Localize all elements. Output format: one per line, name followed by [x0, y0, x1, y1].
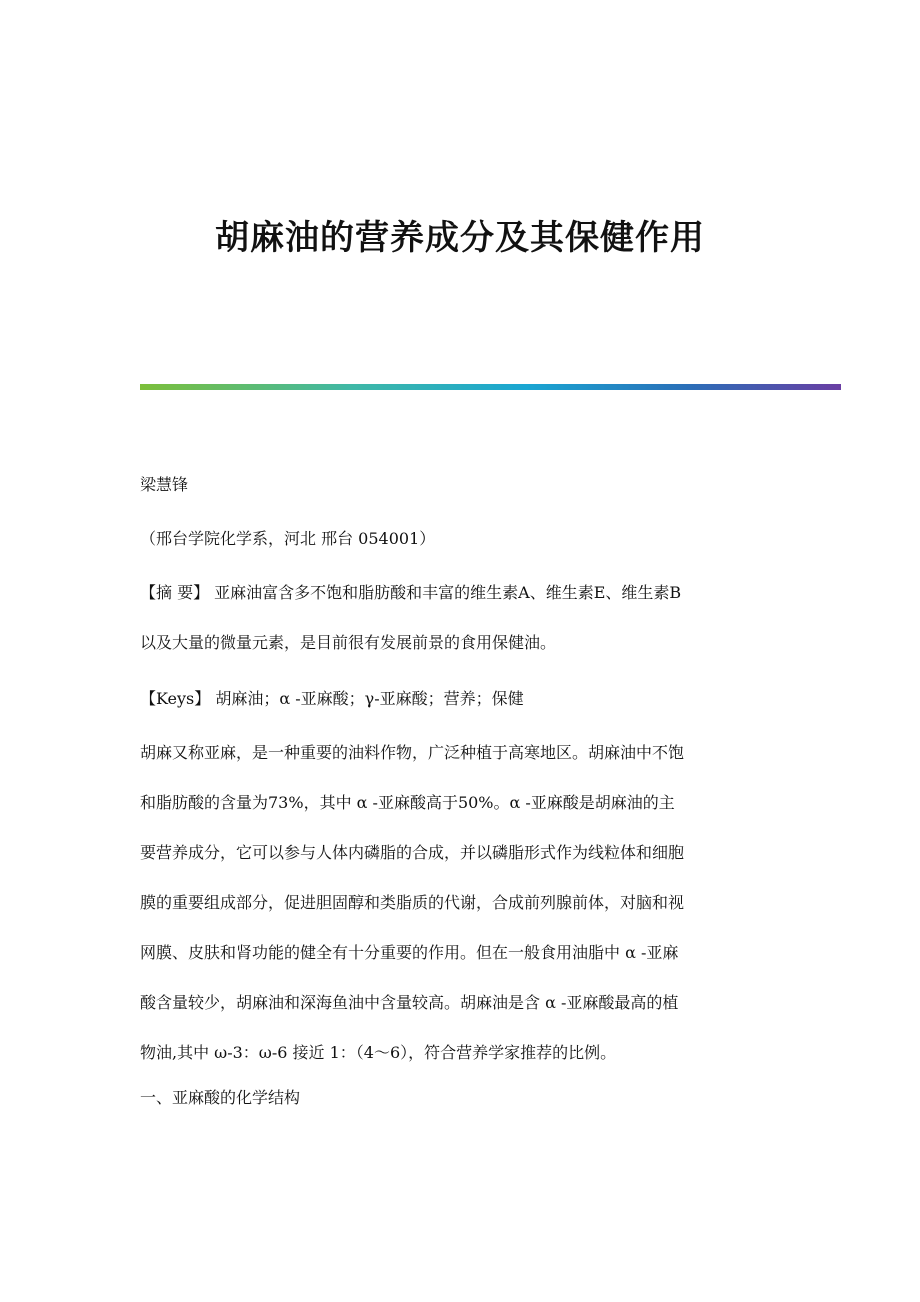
document-title: 胡麻油的营养成分及其保健作用 [215, 218, 705, 258]
author-name: 梁慧锋 [140, 475, 189, 494]
section-heading: 一、亚麻酸的化学结构 [140, 1088, 301, 1107]
body-line: 酸含量较少，胡麻油和深海鱼油中含量较高。胡麻油是含 α -亚麻酸最高的植 [140, 993, 679, 1012]
abstract-line: 以及大量的微量元素，是目前很有发展前景的食用保健油。 [140, 633, 557, 652]
body-line: 要营养成分，它可以参与人体内磷脂的合成，并以磷脂形式作为线粒体和细胞 [140, 843, 685, 862]
body-line: 物油,其中 ω-3：ω-6 接近 1：（4～6），符合营养学家推荐的比例。 [140, 1043, 617, 1062]
body-line: 膜的重要组成部分，促进胆固醇和类脂质的代谢，合成前列腺前体，对脑和视 [140, 893, 685, 912]
body-line: 胡麻又称亚麻，是一种重要的油料作物，广泛种植于高寒地区。胡麻油中不饱 [140, 743, 685, 762]
body-paragraph [140, 741, 780, 1091]
body-line: 和脂肪酸的含量为73%，其中 α -亚麻酸高于50%。α -亚麻酸是胡麻油的主 [140, 793, 675, 812]
keywords: 【Keys】 胡麻油；α -亚麻酸；γ-亚麻酸；营养；保健 [140, 689, 524, 708]
body-line: 网膜、皮肤和肾功能的健全有十分重要的作用。但在一般食用油脂中 α -亚麻 [140, 943, 679, 962]
abstract-line: 【摘 要】 亚麻油富含多不饱和脂肪酸和丰富的维生素A、维生素E、维生素B [140, 583, 682, 602]
abstract [140, 581, 780, 681]
title-divider [140, 384, 841, 390]
author-affiliation: （邢台学院化学系，河北 邢台 054001） [140, 529, 436, 548]
